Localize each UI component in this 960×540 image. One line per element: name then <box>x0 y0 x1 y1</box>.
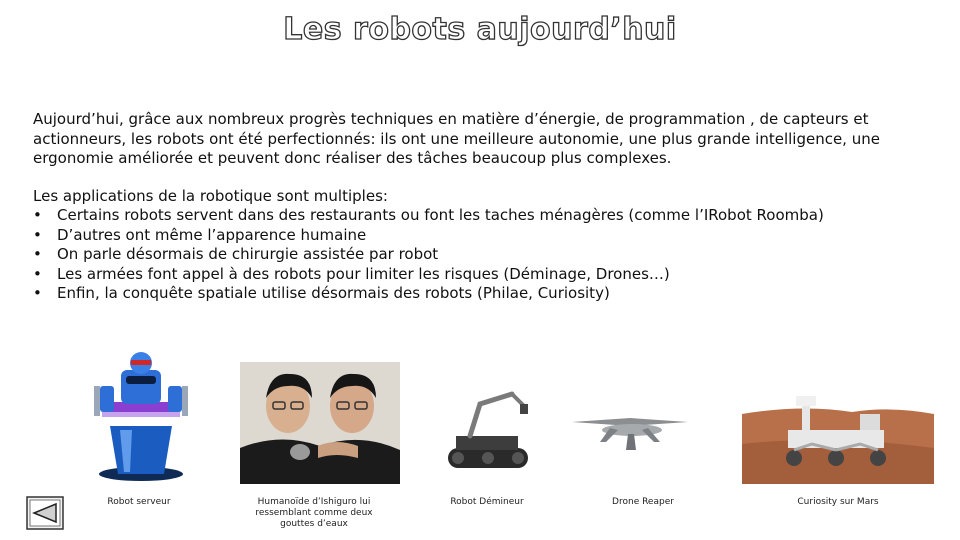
caption-serveur: Robot serveur <box>107 497 171 507</box>
caption-curiosity: Curiosity sur Mars <box>797 497 879 507</box>
list-item: • Certains robots servent dans des restaurants ou font les taches ménagères (comme l’IRobot Roomba) <box>33 206 923 226</box>
list-item: • On parle désormais de chirurgie assistée par robot <box>33 245 923 265</box>
caption-humanoide: Humanoïde d’Ishiguro lui ressemblant comme deux gouttes d’eaux <box>255 497 373 529</box>
page-title: Les robots aujourd’hui <box>283 12 677 47</box>
back-button[interactable] <box>26 496 64 530</box>
caption-drone: Drone Reaper <box>612 497 674 507</box>
curiosity-mars-image <box>742 374 934 484</box>
back-arrow-icon <box>26 496 64 530</box>
applications-heading: Les applications de la robotique sont multiples: <box>33 187 388 205</box>
robot-serveur-image <box>88 346 194 482</box>
list-item: • Enfin, la conquête spatiale utilise désormais des robots (Philae, Curiosity) <box>33 284 923 304</box>
list-item: • Les armées font appel à des robots pour limiter les risques (Déminage, Drones…) <box>33 265 923 285</box>
robot-demineur-image <box>440 380 536 480</box>
drone-reaper-image <box>570 404 690 464</box>
caption-demineur: Robot Démineur <box>450 497 524 507</box>
humanoide-ishiguro-image <box>240 362 400 484</box>
intro-paragraph: Aujourd’hui, grâce aux nombreux progrès techniques en matière d’énergie, de programmation , de capteurs et actionneurs, les robots ont été perfectionnés: ils ont une meilleure autonomie, une plus grande intelligence, une ergonomie améliorée et peuvent donc réaliser des tâches beaucoup plus complexes. <box>33 110 880 167</box>
applications-list <box>33 206 923 304</box>
list-item: • D’autres ont même l’apparence humaine <box>33 226 923 246</box>
